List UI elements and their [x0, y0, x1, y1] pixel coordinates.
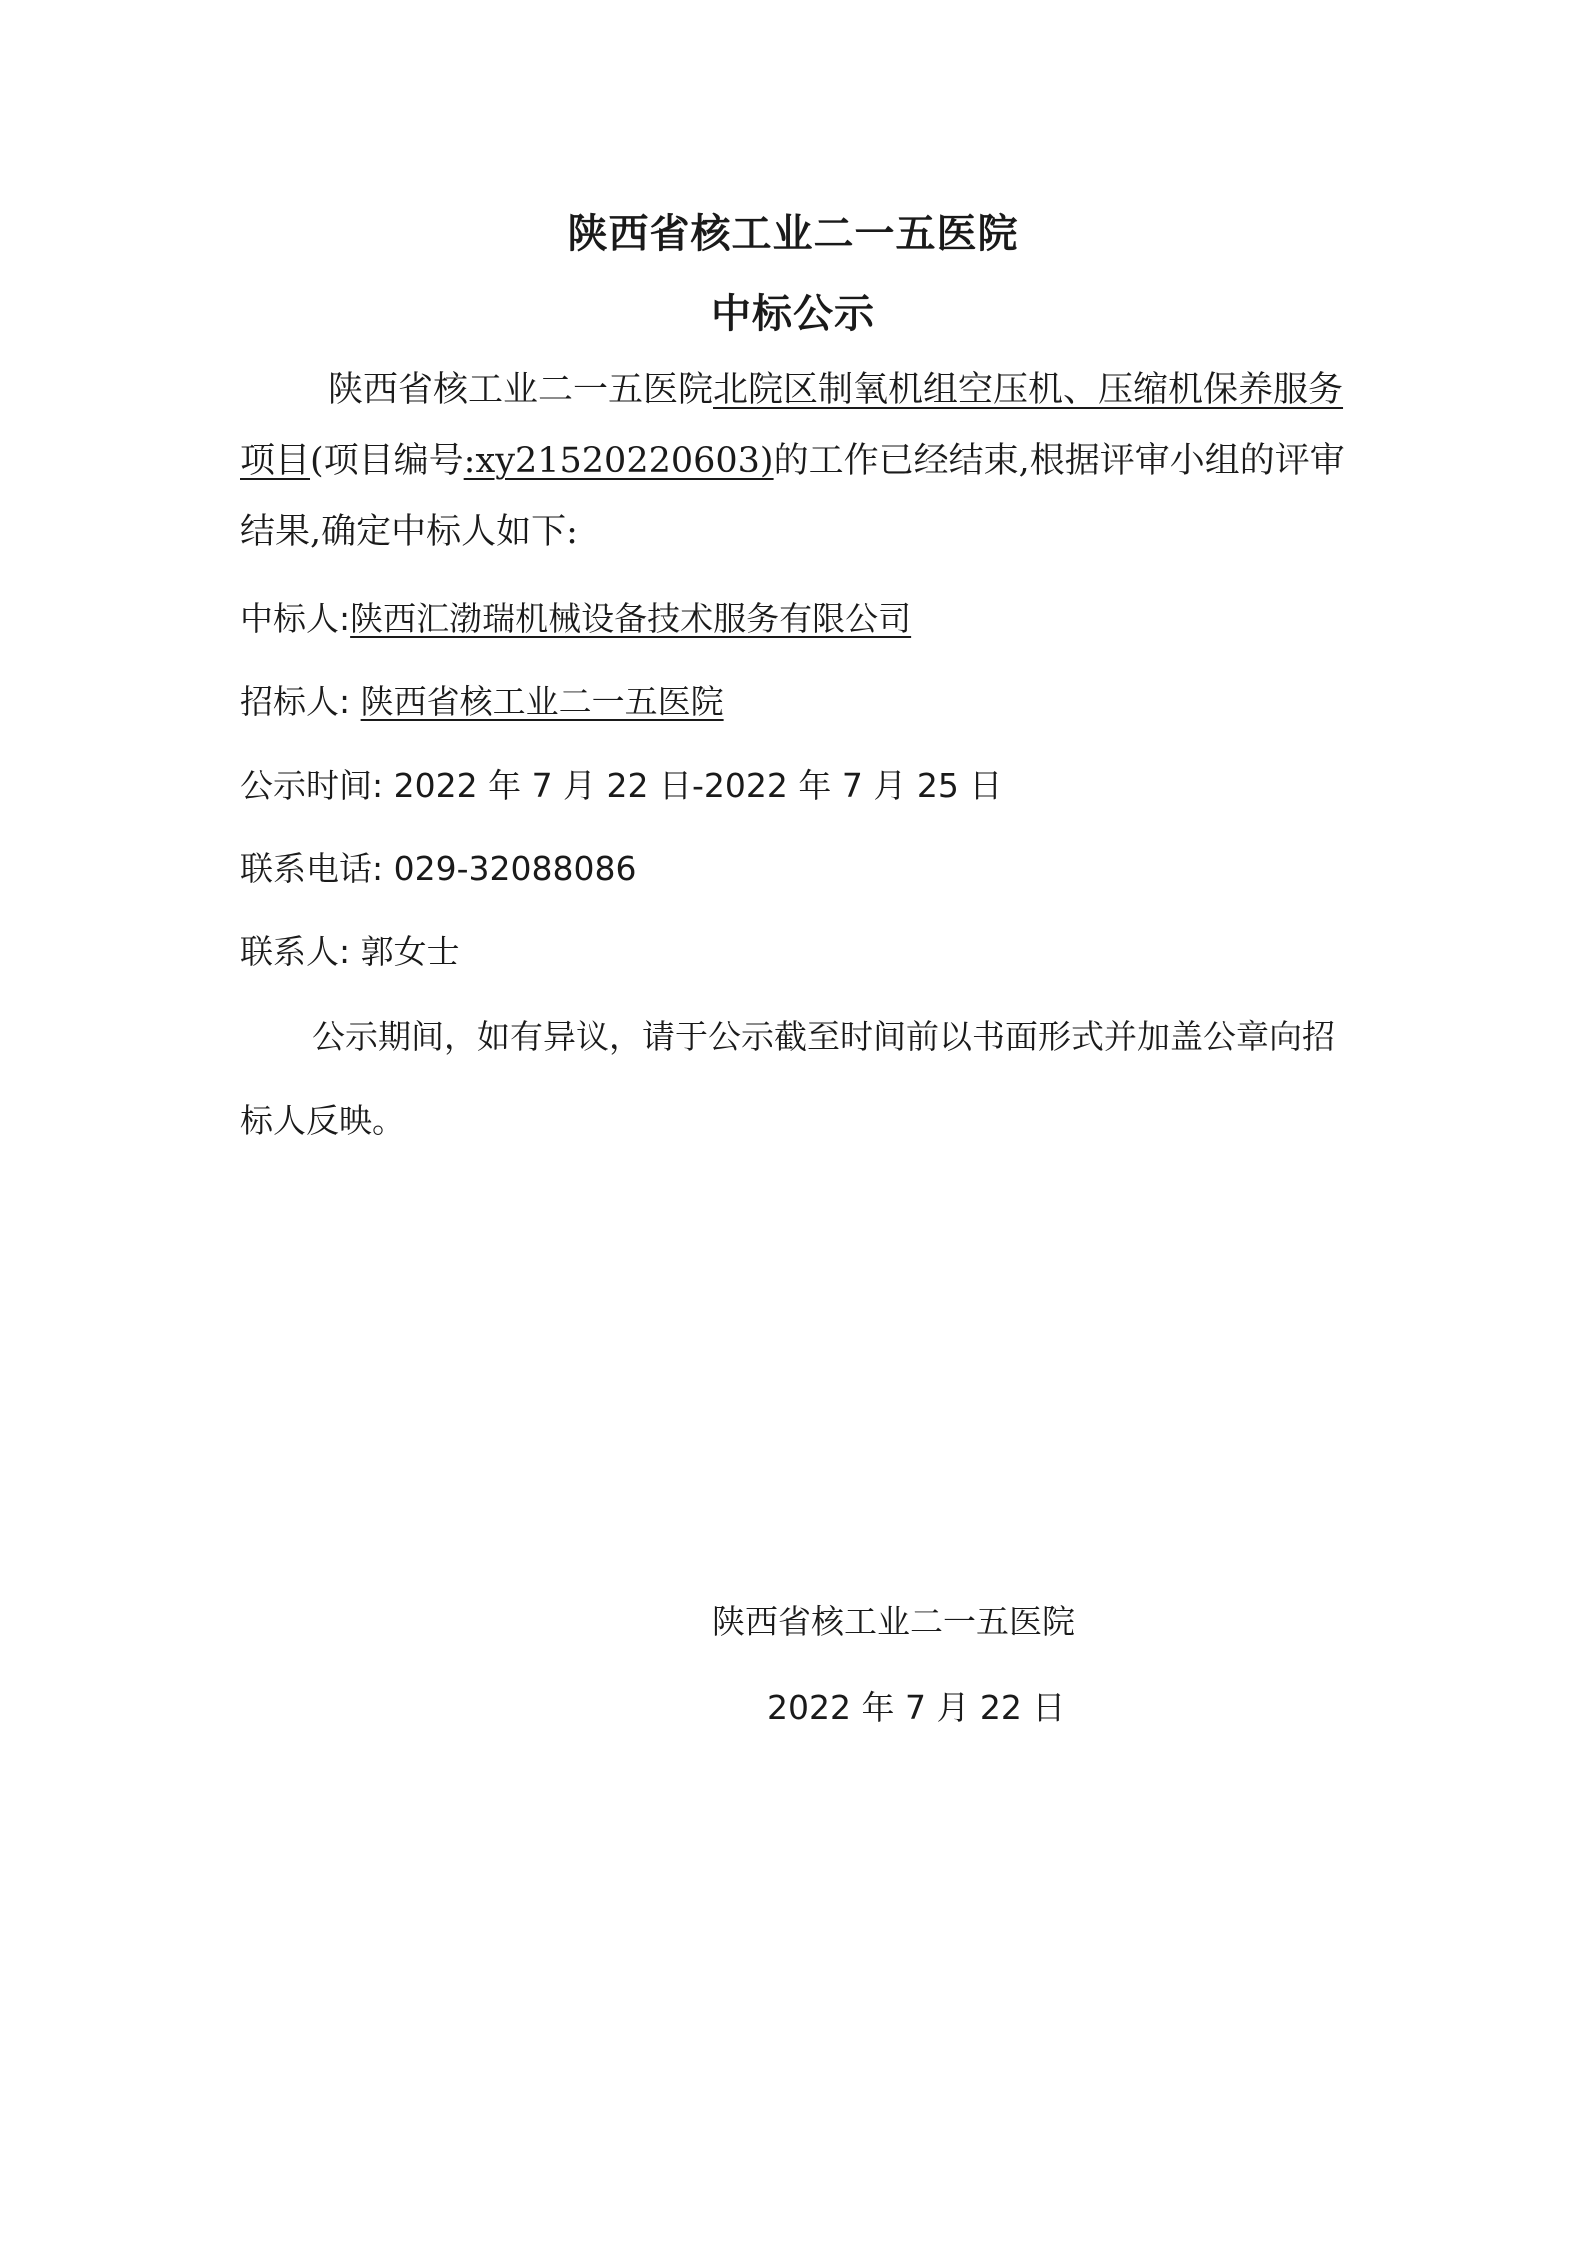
- intro-conclusion: 的工作已经结束,根据评审小组的评审结果,确定中标人如下:: [240, 441, 1345, 552]
- objection-note: [240, 995, 1350, 1163]
- contact-label: 联系人:: [240, 932, 361, 971]
- project-code: :xy21520220603): [463, 441, 774, 481]
- publicity-period-value: 2022 年 7 月 22 日-2022 年 7 月 25 日: [393, 766, 1003, 805]
- tenderer-value: 陕西省核工业二一五医院: [360, 682, 724, 721]
- contact-row: [240, 930, 460, 974]
- phone-label: 联系电话:: [240, 849, 394, 888]
- document-title: 陕西省核工业二一五医院: [567, 210, 1019, 257]
- winner-row: [240, 597, 911, 641]
- document-subtitle: 中标公示: [711, 290, 875, 337]
- intro-paragraph: [240, 355, 1350, 568]
- signature-organization: 陕西省核工业二一五医院: [712, 1602, 1075, 1641]
- phone-row: [240, 847, 636, 891]
- tenderer-label: 招标人:: [240, 682, 361, 721]
- objection-note-text: 公示期间，如有异议，请于公示截至时间前以书面形式并加盖公章向招标人反映。: [240, 1017, 1335, 1140]
- winner-label: 中标人:: [240, 599, 351, 638]
- signature-date: 2022 年 7 月 22 日: [767, 1688, 1066, 1727]
- intro-hospital-name: 陕西省核工业二一五医院: [328, 370, 714, 410]
- publicity-period-label: 公示时间:: [240, 766, 394, 805]
- contact-value: 郭女士: [360, 932, 460, 971]
- phone-value: 029-32088086: [393, 849, 637, 888]
- publicity-period-row: [240, 764, 1002, 808]
- tenderer-row: [240, 680, 724, 724]
- project-name: 北院区制氧机组空压机、压缩机保养服务项目: [240, 370, 1344, 481]
- winner-value: 陕西汇渤瑞机械设备技术服务有限公司: [350, 599, 912, 638]
- project-code-label: (项目编号: [310, 441, 464, 481]
